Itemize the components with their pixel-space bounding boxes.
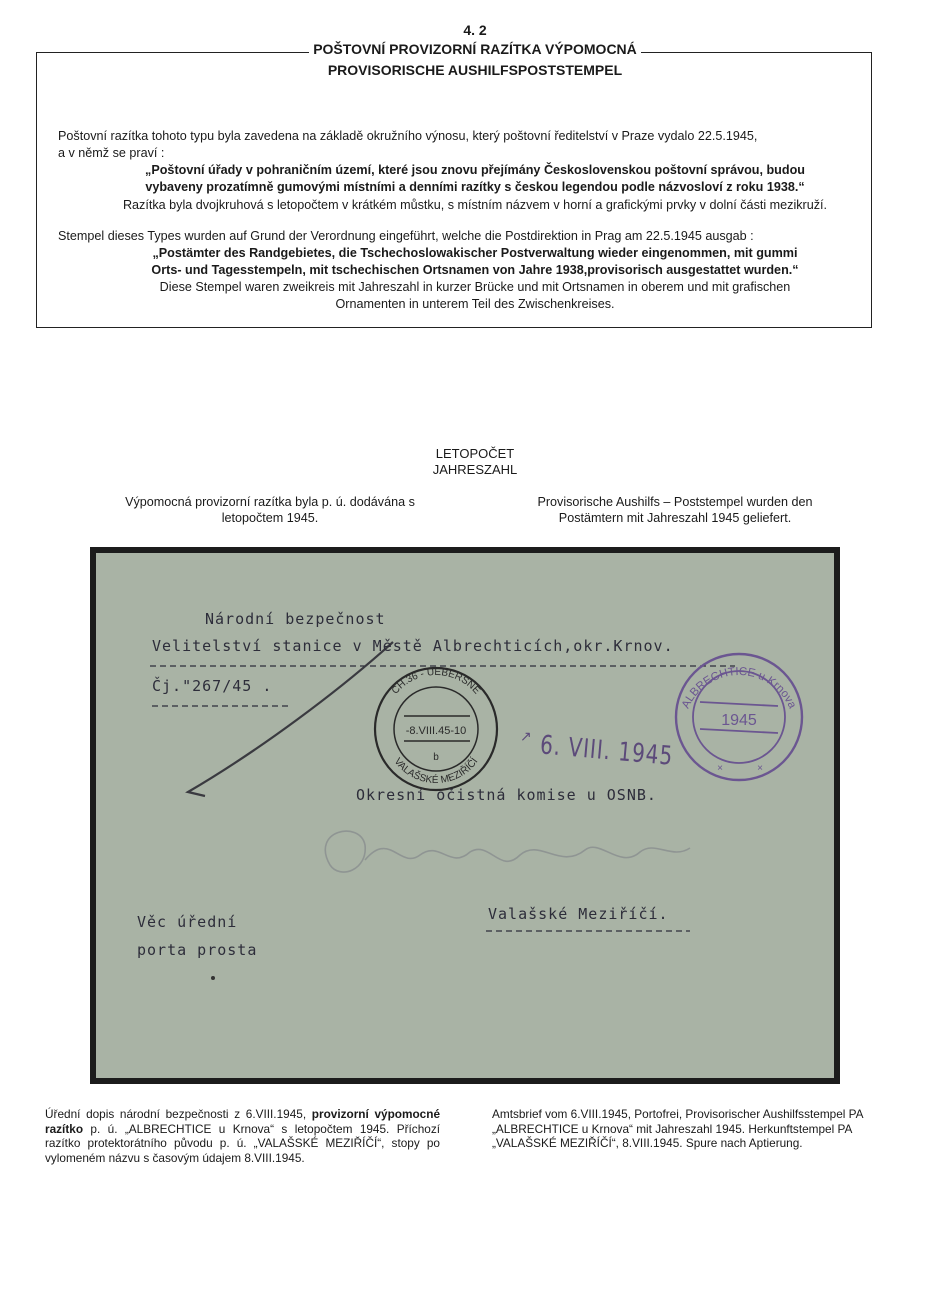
subheading-czech: LETOPOČET	[435, 446, 515, 461]
intro-czech-line-1: Poštovní razítka tohoto typu byla zavedena na základě okružního výnosu, který poštovní ředitelství v Praze vydalo 22.5.1945,	[58, 129, 758, 143]
quote-czech-line-1: „Poštovní úřady v pohraničním území, které jsou znovu přejímány Československou poštovní správou, budou	[145, 163, 805, 177]
sender-line-1: Národní bezpečnost	[205, 610, 386, 628]
addressee-line-2: Valašské Meziříčí.	[488, 905, 669, 923]
date-stamp: 6. VIII. 1945	[538, 728, 675, 772]
caption-top-german-line-1: Provisorische Aushilfs – Poststempel wurden den	[537, 495, 813, 509]
note-german-line-2: Ornamenten in unterem Teil des Zwischenkreises.	[335, 296, 615, 311]
addressee-line-1: Okresní očistná komise u OSNB.	[356, 786, 657, 804]
stamp-left-top-text: CH.36 - UEBERSNE	[389, 666, 483, 697]
title-czech-text: POŠTOVNÍ PROVIZORNÍ RAZÍTKA VÝPOMOCNÁ	[309, 41, 641, 57]
valasske-mezirici-stamp	[375, 667, 497, 790]
note-german-line-1: Diese Stempel waren zweikreis mit Jahreszahl in kurzer Brücke und mit Ortsnamen in oberem und mit grafischen	[159, 280, 791, 294]
quote-czech-line-2: vybaveny prozatímně gumovými místními a denními razítky s českou legendou podle názvosloví z roku 1938.“	[145, 179, 805, 194]
caption-bottom-czech	[45, 1107, 440, 1165]
quote-german-line-1: „Postämter des Randgebietes, die Tschechoslowakischer Postverwaltung wieder eingenommen, mit gummi	[152, 246, 798, 260]
svg-text:×: ×	[717, 763, 723, 774]
note-czech: Razítka byla dvojkruhová s letopočtem v krátkém můstku, s místním názvem v horní a grafickými prvky v dolní části mezikruží.	[122, 198, 828, 212]
date-stamp-mark: ↗	[520, 728, 532, 744]
pen-stroke	[188, 642, 393, 796]
official-mark-line-1: Věc úřední	[137, 913, 238, 931]
stamp-left-bottom-text: VALAŠSKÉ MEZIŘÍČÍ	[391, 756, 481, 787]
stamp-right-top-text: ALBRECHTICE u Krnova	[679, 665, 799, 711]
signature-mark	[325, 831, 690, 872]
caption-top-czech-line-1: Výpomocná provizorní razítka byla p. ú. dodávána s	[125, 495, 415, 509]
subheading-german: JAHRESZAHL	[432, 462, 518, 477]
intro-czech-line-2: a v němž se praví :	[58, 146, 165, 160]
section-number: 4. 2	[463, 22, 487, 38]
caption-bottom-german: Amtsbrief vom 6.VIII.1945, Portofrei, Provisorischer Aushilfsstempel PA „ALBRECHTICE u Krnova“ mit Jahreszahl 1945. Herkunftstempel PA „VALAŠSKÉ MEZIŘÍČÍ“, 8.VIII.1945. Spure nach Aptierung.	[492, 1107, 863, 1150]
reference-number: Čj."267/45 .	[152, 677, 273, 695]
quote-german-line-2: Orts- und Tagesstempeln, mit tschechischen Ortsnamen von Jahre 1938,provisorisch ausgestattet wurden.“	[151, 262, 799, 277]
ink-dot	[211, 976, 215, 980]
caption-bottom-czech-a: Úřední dopis národní bezpečnosti z 6.VIII.1945,	[45, 1107, 312, 1121]
svg-text:×: ×	[757, 763, 763, 774]
intro-german-line-1: Stempel dieses Types wurden auf Grund der Verordnung eingeführt, welche die Postdirektion in Prag am 22.5.1945 ausgab :	[58, 229, 754, 243]
stamp-right-year: 1945	[721, 712, 757, 729]
sender-line-2: Velitelství stanice v Městě Albrechticích,okr.Krnov.	[152, 637, 674, 655]
stamp-left-date: -8.VIII.45-10	[405, 725, 467, 737]
official-mark-line-2: porta prosta	[137, 941, 258, 959]
caption-bottom-czech-c: p. ú. „ALBRECHTICE u Krnova“ s letopočtem 1945. Příchozí razítko protektorátního původu p. ú. „VALAŠSKÉ MEZIŘÍČÍ“, stopy po vylomeném názvu s časovým údajem 8.VIII.1945.	[45, 1121, 440, 1165]
svg-text:CH.36 - UEBERSNE	[390, 667, 483, 697]
albrechtice-stamp	[676, 654, 802, 780]
caption-top-german-line-2: Postämtern mit Jahreszahl 1945 geliefert.	[558, 511, 792, 525]
caption-bottom-czech-bold: provizorní výpomocné razítko	[45, 1107, 440, 1136]
stamp-left-letter: b	[433, 752, 439, 763]
caption-top-czech-line-2: letopočtem 1945.	[221, 511, 319, 525]
title-german-text: PROVISORISCHE AUSHILFSPOSTSTEMPEL	[324, 62, 626, 78]
